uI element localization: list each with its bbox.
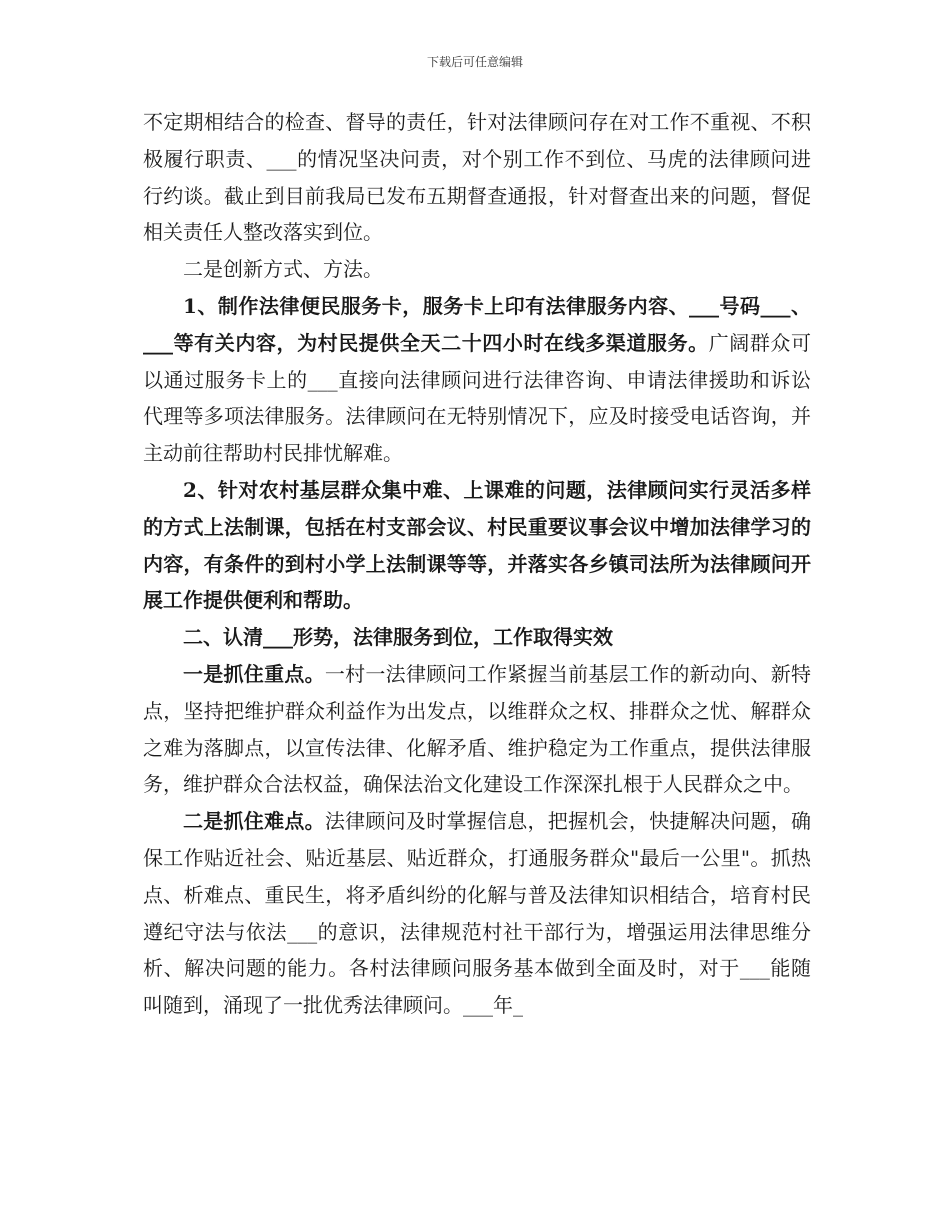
paragraph-innovation-heading: 二是创新方式、方法。 (183, 257, 383, 282)
difficulties-lead: 二是抓住难点。 (183, 809, 325, 834)
paragraph-service-card (143, 288, 811, 472)
page-header: 下载后可任意编辑 (426, 55, 523, 69)
service-card-text: 广阔群众可以通过服务卡上的___直接向法律顾问进行法律咨询、申请法律援助和诉讼代理等多项法律服务。法律顾问在无特别情况下，应及时接受电话咨询，并主动前往帮助村民排忧解难。 (143, 330, 812, 466)
paragraph-legal-class: 2、针对农村基层群众集中难、上课难的问题，法律顾问实行灵活多样的方式上法制课，包括在村支部会议、村民重要议事会议中增加法律学习的内容，有条件的到村小学上法制课等等，并落实各乡镇司法所为法律顾问开展工作提供便利和帮助。 (143, 477, 811, 613)
service-card-bold-text: 1、制作法律便民服务卡，服务卡上印有法律服务内容、___号码___、___等有关内容，为村民提供全天二十四小时在线多渠道服务。 (143, 293, 811, 355)
paragraph-focus-difficulties (143, 803, 811, 1024)
section-heading-two: 二、认清___形势，法律服务到位，工作取得实效 (183, 625, 613, 650)
paragraph-supervision: 不定期相结合的检查、督导的责任，针对法律顾问存在对工作不重视、不积极履行职责、___的情况坚决问责，对个别工作不到位、马虎的法律顾问进行约谈。截止到目前我局已发布五期督查通报，针对督查出来的问题，督促相关责任人整改落实到位。 (143, 110, 811, 245)
key-points-lead: 一是抓住重点。 (183, 661, 325, 686)
paragraph-focus-key-points (143, 656, 811, 803)
difficulties-text: 法律顾问及时掌握信息，把握机会，快捷解决问题，确保工作贴近社会、贴近基层、贴近群众，打通服务群众"最后一公里"。抓热点、析难点、重民生，将矛盾纠纷的化解与普及法律知识相结合，培育村民遵纪守法与依法___的意识，法律规范村社干部行为，增强运用法律思维分析、解决问题的能力。各村法律顾问服务基本做到全面及时，对于___能随叫随到，涌现了一批优秀法律顾问。___年_ (143, 809, 812, 1018)
key-points-text: 一村一法律顾问工作紧握当前基层工作的新动向、新特点，坚持把维护群众利益作为出发点，以维群众之权、排群众之忧、解群众之难为落脚点，以宣传法律、化解矛盾、维护稳定为工作重点，提供法律服务，维护群众合法权益，确保法治文化建设工作深深扎根于人民群众之中。 (143, 661, 812, 797)
document-body (143, 104, 811, 1024)
